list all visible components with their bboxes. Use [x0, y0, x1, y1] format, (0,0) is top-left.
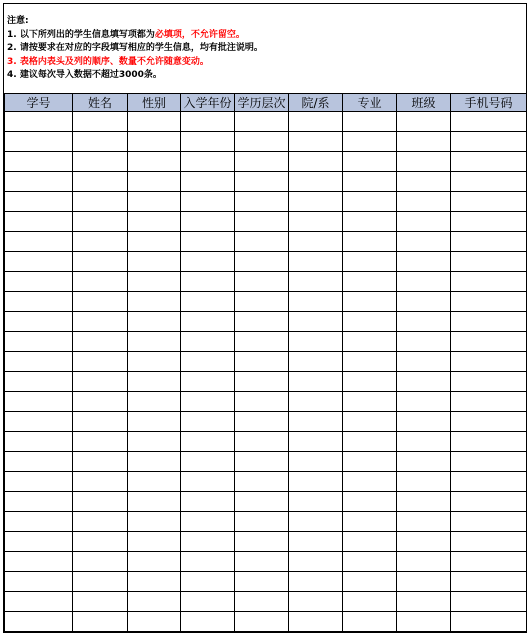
note-line-3: 3. 表格内表头及列的顺序、数量不允许随意变动。 — [7, 56, 209, 67]
table-row — [5, 312, 527, 332]
table-cell[interactable] — [73, 232, 128, 252]
table-cell[interactable] — [181, 312, 235, 332]
table-cell[interactable] — [289, 252, 343, 272]
table-cell[interactable] — [5, 112, 73, 132]
table-cell[interactable] — [397, 412, 451, 432]
table-cell[interactable] — [289, 132, 343, 152]
table-row — [5, 532, 527, 552]
table-cell[interactable] — [397, 512, 451, 532]
table-row — [5, 452, 527, 472]
table-cell[interactable] — [397, 192, 451, 212]
table-cell[interactable] — [397, 132, 451, 152]
table-cell[interactable] — [181, 252, 235, 272]
table-cell[interactable] — [181, 112, 235, 132]
table-cell[interactable] — [343, 412, 397, 432]
table-cell[interactable] — [289, 112, 343, 132]
table-row — [5, 372, 527, 392]
table-cell[interactable] — [343, 272, 397, 292]
table-row — [5, 152, 527, 172]
table-cell[interactable] — [235, 452, 289, 472]
table-cell[interactable] — [235, 572, 289, 592]
table-cell[interactable] — [181, 612, 235, 632]
table-cell[interactable] — [128, 432, 181, 452]
table-cell[interactable] — [343, 312, 397, 332]
table-cell[interactable] — [289, 592, 343, 612]
table-cell[interactable] — [235, 212, 289, 232]
note-line-1 — [7, 29, 522, 43]
table-cell[interactable] — [181, 132, 235, 152]
table-cell[interactable] — [73, 152, 128, 172]
table-row — [5, 472, 527, 492]
table-row — [5, 412, 527, 432]
table-cell[interactable] — [128, 512, 181, 532]
table-cell[interactable] — [397, 432, 451, 452]
table-cell[interactable] — [343, 592, 397, 612]
table-cell[interactable] — [343, 192, 397, 212]
table-cell[interactable] — [73, 252, 128, 272]
table-cell[interactable] — [343, 172, 397, 192]
table-cell[interactable] — [397, 472, 451, 492]
table-cell[interactable] — [73, 612, 128, 632]
table-cell[interactable] — [343, 572, 397, 592]
table-row — [5, 212, 527, 232]
header-class[interactable]: 班级 — [397, 94, 451, 112]
header-department[interactable]: 院/系 — [289, 94, 343, 112]
table-row — [5, 132, 527, 152]
table-cell[interactable] — [5, 432, 73, 452]
table-cell[interactable] — [451, 172, 527, 192]
table-cell[interactable] — [5, 392, 73, 412]
table-row — [5, 252, 527, 272]
note-line-1-highlight: 必填项，不允许留空。 — [154, 29, 245, 40]
table-cell[interactable] — [181, 512, 235, 532]
table-cell[interactable] — [235, 392, 289, 412]
table-cell[interactable] — [128, 252, 181, 272]
table-cell[interactable] — [343, 472, 397, 492]
table-cell[interactable] — [451, 112, 527, 132]
table-cell[interactable] — [5, 212, 73, 232]
table-cell[interactable] — [5, 532, 73, 552]
table-cell[interactable] — [343, 492, 397, 512]
table-cell[interactable] — [289, 552, 343, 572]
table-cell[interactable] — [181, 272, 235, 292]
table-cell[interactable] — [397, 392, 451, 412]
student-info-table — [4, 93, 527, 632]
table-cell[interactable] — [343, 292, 397, 312]
table-cell[interactable] — [181, 472, 235, 492]
table-cell[interactable] — [235, 232, 289, 252]
table-cell[interactable] — [397, 232, 451, 252]
note-line-1-text: 1. 以下所列出的学生信息填写项都为 — [7, 29, 155, 40]
header-phone[interactable]: 手机号码 — [451, 94, 527, 112]
table-cell[interactable] — [5, 552, 73, 572]
table-cell[interactable] — [343, 352, 397, 372]
table-cell[interactable] — [289, 612, 343, 632]
student-table-wrapper — [4, 93, 526, 632]
table-cell[interactable] — [235, 112, 289, 132]
table-cell[interactable] — [235, 512, 289, 532]
table-cell[interactable] — [235, 152, 289, 172]
table-cell[interactable] — [235, 332, 289, 352]
table-cell[interactable] — [181, 452, 235, 472]
table-cell[interactable] — [5, 472, 73, 492]
table-cell[interactable] — [289, 432, 343, 452]
table-cell[interactable] — [343, 152, 397, 172]
table-cell[interactable] — [5, 232, 73, 252]
header-name[interactable]: 姓名 — [73, 94, 128, 112]
table-cell[interactable] — [289, 352, 343, 372]
table-cell[interactable] — [128, 272, 181, 292]
table-cell[interactable] — [451, 152, 527, 172]
table-cell[interactable] — [128, 332, 181, 352]
table-cell[interactable] — [181, 352, 235, 372]
table-cell[interactable] — [73, 592, 128, 612]
table-cell[interactable] — [235, 132, 289, 152]
table-cell[interactable] — [181, 592, 235, 612]
table-cell[interactable] — [343, 212, 397, 232]
table-cell[interactable] — [451, 312, 527, 332]
table-cell[interactable] — [397, 612, 451, 632]
table-cell[interactable] — [181, 552, 235, 572]
notes-block — [7, 15, 522, 83]
table-cell[interactable] — [451, 552, 527, 572]
table-cell[interactable] — [235, 552, 289, 572]
table-cell[interactable] — [128, 292, 181, 312]
table-cell[interactable] — [397, 572, 451, 592]
table-cell[interactable] — [5, 512, 73, 532]
table-cell[interactable] — [289, 512, 343, 532]
table-cell[interactable] — [451, 332, 527, 352]
table-cell[interactable] — [397, 152, 451, 172]
table-cell[interactable] — [397, 252, 451, 272]
table-cell[interactable] — [343, 432, 397, 452]
header-row — [5, 94, 527, 112]
table-cell[interactable] — [451, 592, 527, 612]
table-cell[interactable] — [397, 172, 451, 192]
table-cell[interactable] — [73, 392, 128, 412]
table-cell[interactable] — [128, 392, 181, 412]
table-cell[interactable] — [5, 292, 73, 312]
table-row — [5, 232, 527, 252]
table-cell[interactable] — [235, 472, 289, 492]
table-cell[interactable] — [397, 272, 451, 292]
table-cell[interactable] — [73, 372, 128, 392]
table-cell[interactable] — [235, 412, 289, 432]
table-cell[interactable] — [73, 312, 128, 332]
table-row — [5, 512, 527, 532]
table-cell[interactable] — [343, 532, 397, 552]
table-cell[interactable] — [397, 372, 451, 392]
table-cell[interactable] — [343, 512, 397, 532]
table-cell[interactable] — [73, 212, 128, 232]
table-cell[interactable] — [128, 192, 181, 212]
table-cell[interactable] — [181, 292, 235, 312]
table-row — [5, 272, 527, 292]
table-cell[interactable] — [181, 492, 235, 512]
table-cell[interactable] — [128, 592, 181, 612]
table-cell[interactable] — [289, 472, 343, 492]
table-cell[interactable] — [289, 312, 343, 332]
table-cell[interactable] — [451, 372, 527, 392]
table-cell[interactable] — [73, 432, 128, 452]
table-cell[interactable] — [128, 112, 181, 132]
table-cell[interactable] — [451, 512, 527, 532]
table-cell[interactable] — [289, 212, 343, 232]
table-row — [5, 592, 527, 612]
table-cell[interactable] — [128, 372, 181, 392]
table-cell[interactable] — [128, 152, 181, 172]
table-cell[interactable] — [343, 452, 397, 472]
table-cell[interactable] — [235, 352, 289, 372]
table-cell[interactable] — [343, 332, 397, 352]
table-cell[interactable] — [451, 232, 527, 252]
table-cell[interactable] — [451, 212, 527, 232]
table-cell[interactable] — [451, 532, 527, 552]
table-cell[interactable] — [73, 492, 128, 512]
table-cell[interactable] — [181, 212, 235, 232]
header-student-id[interactable]: 学号 — [5, 94, 73, 112]
table-cell[interactable] — [397, 552, 451, 572]
table-cell[interactable] — [289, 452, 343, 472]
table-cell[interactable] — [73, 112, 128, 132]
table-cell[interactable] — [343, 552, 397, 572]
table-cell[interactable] — [397, 592, 451, 612]
table-cell[interactable] — [397, 532, 451, 552]
table-cell[interactable] — [5, 372, 73, 392]
table-cell[interactable] — [343, 612, 397, 632]
table-cell[interactable] — [451, 272, 527, 292]
table-cell[interactable] — [5, 252, 73, 272]
header-gender[interactable]: 性别 — [128, 94, 181, 112]
note-line-2: 2. 请按要求在对应的字段填写相应的学生信息，均有批注说明。 — [7, 43, 263, 53]
table-cell[interactable] — [343, 132, 397, 152]
table-cell[interactable] — [397, 452, 451, 472]
table-cell[interactable] — [235, 372, 289, 392]
table-cell[interactable] — [5, 152, 73, 172]
table-cell[interactable] — [343, 252, 397, 272]
note-line-4: 4. 建议每次导入数据不超过3000条。 — [7, 70, 162, 80]
table-cell[interactable] — [289, 292, 343, 312]
table-cell[interactable] — [128, 532, 181, 552]
table-row — [5, 392, 527, 412]
table-cell[interactable] — [128, 352, 181, 372]
table-cell[interactable] — [235, 532, 289, 552]
table-row — [5, 352, 527, 372]
table-cell[interactable] — [397, 212, 451, 232]
table-cell[interactable] — [343, 392, 397, 412]
table-cell[interactable] — [5, 332, 73, 352]
table-cell[interactable] — [128, 552, 181, 572]
table-cell[interactable] — [128, 452, 181, 472]
table-cell[interactable] — [5, 452, 73, 472]
table-cell[interactable] — [235, 492, 289, 512]
header-enrollment-year[interactable]: 入学年份 — [181, 94, 235, 112]
table-cell[interactable] — [289, 412, 343, 432]
table-cell[interactable] — [235, 312, 289, 332]
table-cell[interactable] — [73, 272, 128, 292]
table-cell[interactable] — [451, 572, 527, 592]
table-cell[interactable] — [128, 172, 181, 192]
table-cell[interactable] — [289, 532, 343, 552]
table-cell[interactable] — [5, 352, 73, 372]
table-cell[interactable] — [289, 192, 343, 212]
table-cell[interactable] — [289, 152, 343, 172]
table-cell[interactable] — [235, 252, 289, 272]
table-cell[interactable] — [451, 292, 527, 312]
table-cell[interactable] — [128, 572, 181, 592]
table-cell[interactable] — [128, 472, 181, 492]
table-cell[interactable] — [73, 132, 128, 152]
table-cell[interactable] — [235, 292, 289, 312]
table-cell[interactable] — [73, 472, 128, 492]
table-cell[interactable] — [235, 172, 289, 192]
table-cell[interactable] — [73, 192, 128, 212]
table-cell[interactable] — [451, 472, 527, 492]
table-cell[interactable] — [5, 592, 73, 612]
table-cell[interactable] — [5, 572, 73, 592]
table-row — [5, 332, 527, 352]
table-cell[interactable] — [397, 112, 451, 132]
table-cell[interactable] — [73, 512, 128, 532]
table-cell[interactable] — [73, 412, 128, 432]
table-cell[interactable] — [451, 392, 527, 412]
table-body — [5, 112, 527, 632]
table-cell[interactable] — [289, 572, 343, 592]
table-cell[interactable] — [181, 532, 235, 552]
table-cell[interactable] — [181, 172, 235, 192]
table-row — [5, 492, 527, 512]
table-cell[interactable] — [73, 532, 128, 552]
table-cell[interactable] — [5, 272, 73, 292]
table-cell[interactable] — [181, 232, 235, 252]
table-cell[interactable] — [128, 212, 181, 232]
table-row — [5, 432, 527, 452]
header-major[interactable]: 专业 — [343, 94, 397, 112]
table-cell[interactable] — [451, 612, 527, 632]
table-cell[interactable] — [397, 352, 451, 372]
table-cell[interactable] — [128, 132, 181, 152]
table-row — [5, 612, 527, 632]
table-cell[interactable] — [289, 492, 343, 512]
table-cell[interactable] — [289, 372, 343, 392]
table-cell[interactable] — [73, 292, 128, 312]
table-cell[interactable] — [451, 432, 527, 452]
table-cell[interactable] — [235, 192, 289, 212]
table-cell[interactable] — [397, 492, 451, 512]
table-row — [5, 552, 527, 572]
table-cell[interactable] — [181, 392, 235, 412]
table-cell[interactable] — [343, 372, 397, 392]
table-cell[interactable] — [128, 492, 181, 512]
table-cell[interactable] — [5, 172, 73, 192]
table-cell[interactable] — [73, 332, 128, 352]
table-row — [5, 172, 527, 192]
table-cell[interactable] — [128, 412, 181, 432]
table-cell[interactable] — [181, 572, 235, 592]
table-cell[interactable] — [5, 192, 73, 212]
table-row — [5, 572, 527, 592]
table-cell[interactable] — [397, 332, 451, 352]
table-cell[interactable] — [289, 332, 343, 352]
table-row — [5, 292, 527, 312]
table-cell[interactable] — [73, 352, 128, 372]
table-cell[interactable] — [289, 272, 343, 292]
table-cell[interactable] — [181, 432, 235, 452]
table-cell[interactable] — [397, 312, 451, 332]
table-cell[interactable] — [181, 192, 235, 212]
table-cell[interactable] — [289, 172, 343, 192]
table-cell[interactable] — [289, 392, 343, 412]
table-cell[interactable] — [235, 272, 289, 292]
table-cell[interactable] — [5, 312, 73, 332]
table-cell[interactable] — [5, 412, 73, 432]
table-cell[interactable] — [343, 232, 397, 252]
table-cell[interactable] — [181, 412, 235, 432]
table-cell[interactable] — [451, 452, 527, 472]
table-cell[interactable] — [289, 232, 343, 252]
table-cell[interactable] — [73, 452, 128, 472]
spreadsheet-sheet — [3, 3, 527, 633]
table-row — [5, 192, 527, 212]
notes-title: 注意: — [7, 16, 29, 26]
table-cell[interactable] — [451, 412, 527, 432]
table-cell[interactable] — [128, 312, 181, 332]
table-cell[interactable] — [451, 492, 527, 512]
table-cell[interactable] — [397, 292, 451, 312]
table-cell[interactable] — [73, 552, 128, 572]
table-cell[interactable] — [181, 332, 235, 352]
table-cell[interactable] — [451, 132, 527, 152]
table-cell[interactable] — [451, 352, 527, 372]
table-cell[interactable] — [181, 372, 235, 392]
table-cell[interactable] — [5, 612, 73, 632]
table-cell[interactable] — [128, 612, 181, 632]
table-cell[interactable] — [235, 592, 289, 612]
table-cell[interactable] — [451, 252, 527, 272]
table-row — [5, 112, 527, 132]
table-cell[interactable] — [451, 192, 527, 212]
table-cell[interactable] — [73, 172, 128, 192]
header-education-level[interactable]: 学历层次 — [235, 94, 289, 112]
table-cell[interactable] — [73, 572, 128, 592]
table-cell[interactable] — [128, 232, 181, 252]
table-cell[interactable] — [343, 112, 397, 132]
table-cell[interactable] — [181, 152, 235, 172]
table-cell[interactable] — [5, 132, 73, 152]
table-cell[interactable] — [5, 492, 73, 512]
table-cell[interactable] — [235, 432, 289, 452]
table-cell[interactable] — [235, 612, 289, 632]
